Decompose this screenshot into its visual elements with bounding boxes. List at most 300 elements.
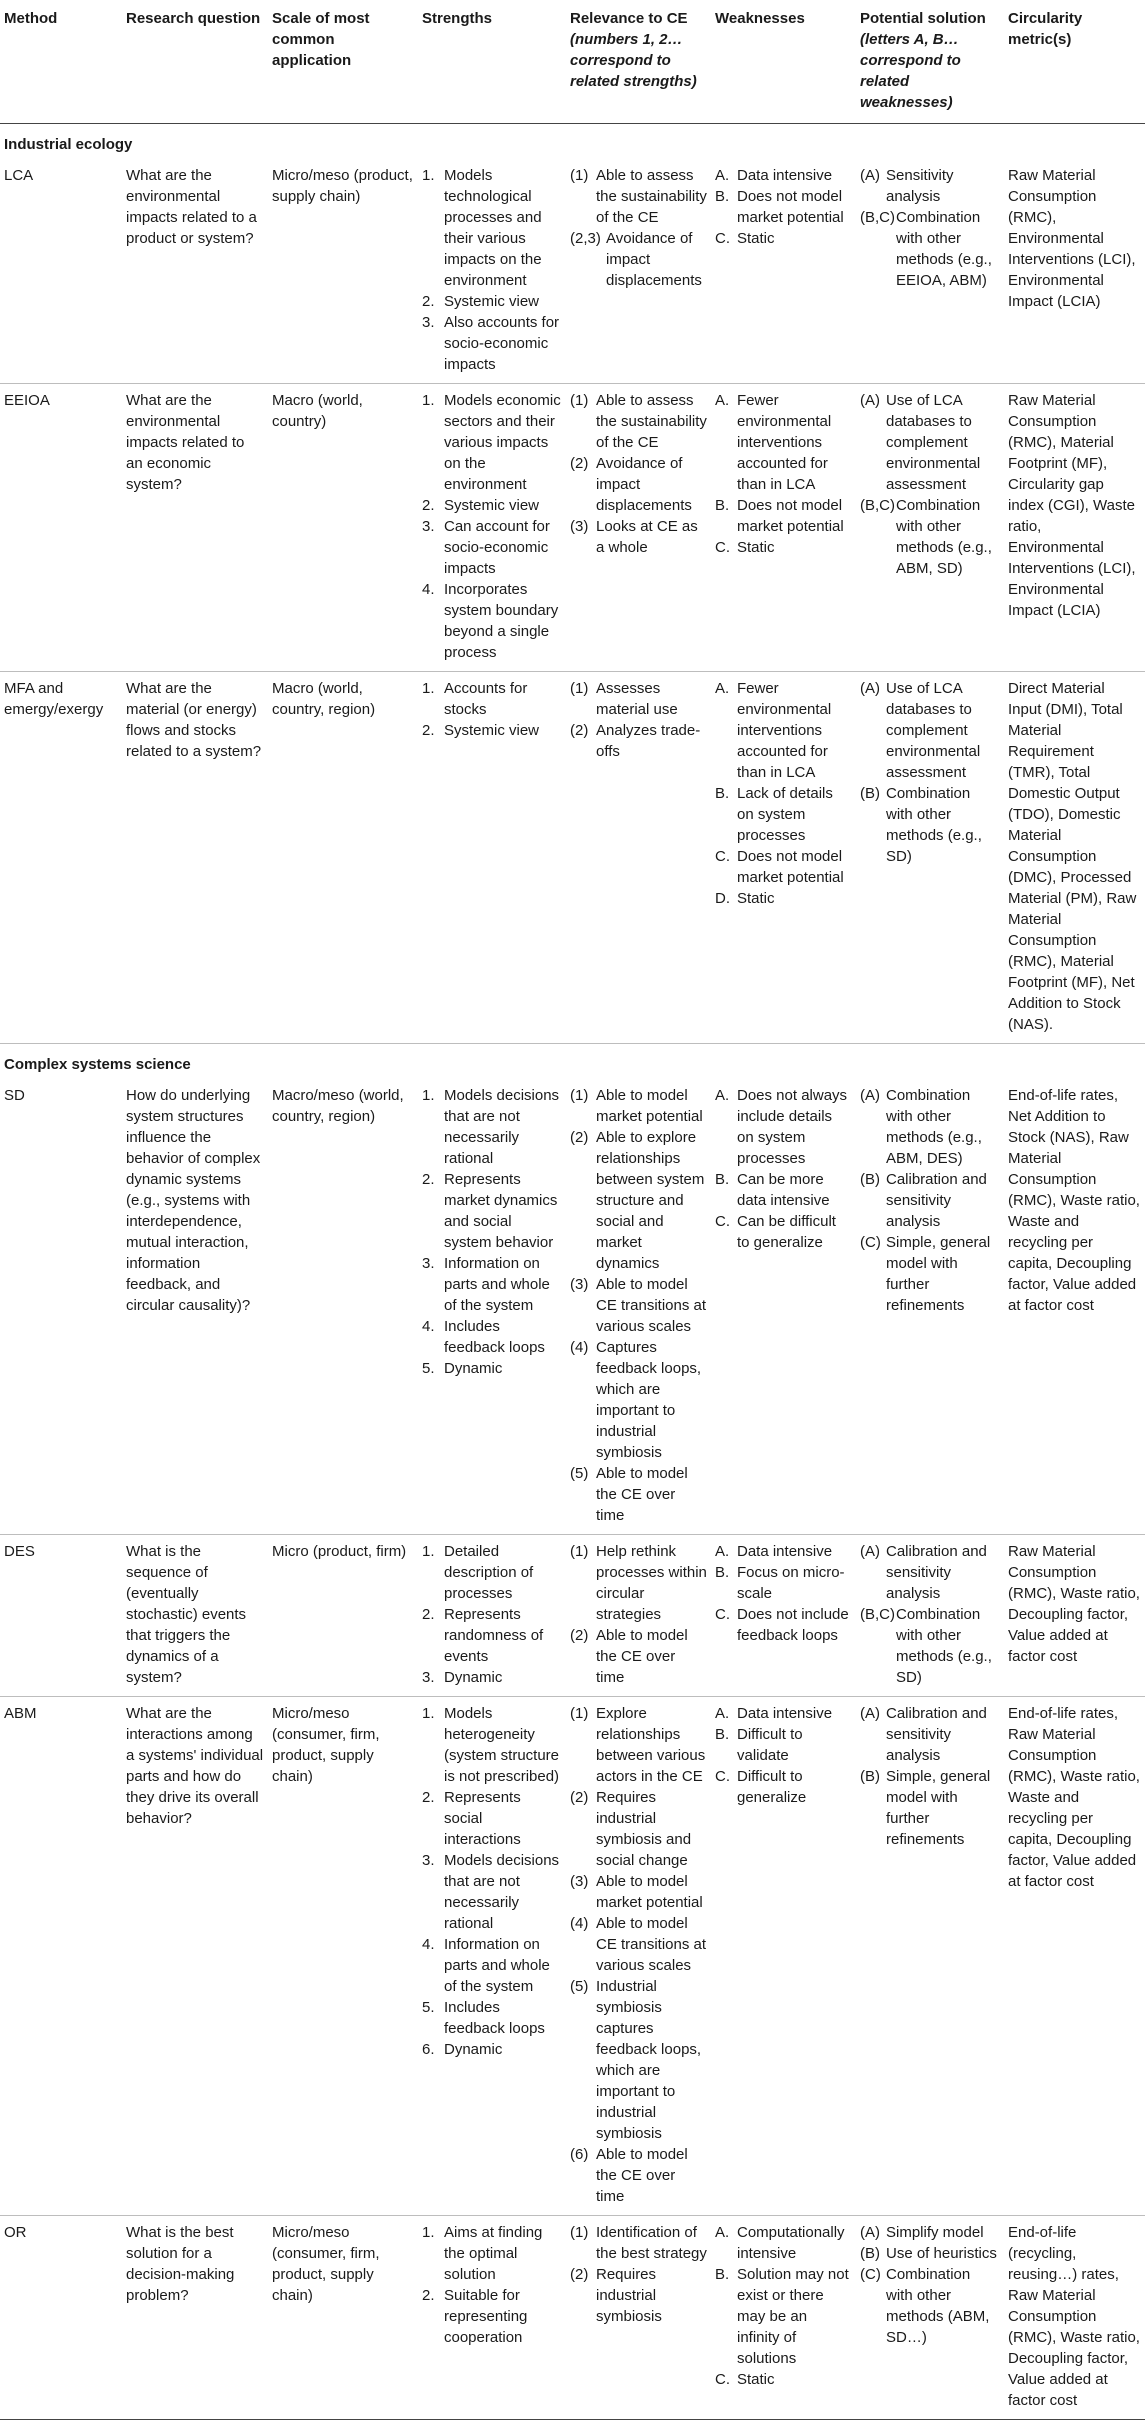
- cell-relevance: [566, 1697, 711, 2216]
- cell-weaknesses: [711, 384, 856, 672]
- list-item: [570, 165, 707, 228]
- list-marker: (6): [570, 2146, 589, 2163]
- list-item: [422, 678, 562, 720]
- list-marker: 1.: [422, 167, 435, 184]
- solutions-list: [860, 2222, 1000, 2348]
- list-marker: C.: [715, 1606, 730, 1623]
- list-text: Able to model the CE over time: [596, 2146, 688, 2205]
- cell-strengths: [418, 384, 566, 672]
- list-item: [422, 1604, 562, 1667]
- list-item: [422, 1085, 562, 1169]
- list-marker: (1): [570, 1087, 589, 1104]
- list-item: [422, 1703, 562, 1787]
- list-text: Dynamic: [444, 1360, 503, 1377]
- list-text: Simplify model: [886, 2224, 984, 2241]
- list-marker: (5): [570, 1978, 589, 1995]
- header-solution-title: Potential solution: [860, 10, 986, 27]
- list-text: Explore relationships between various actors in the CE: [596, 1705, 706, 1785]
- strengths-list: [422, 1541, 562, 1688]
- list-marker: (1): [570, 680, 589, 697]
- list-text: Systemic view: [444, 293, 540, 310]
- list-item: [860, 2222, 1000, 2243]
- list-marker: (2): [570, 1129, 589, 1146]
- list-text: Represents randomness of events: [444, 1606, 544, 1665]
- header-scale: Scale of most common application: [268, 8, 418, 124]
- cell-potential-solution: [856, 672, 1004, 1044]
- list-item: [860, 1604, 1000, 1688]
- strengths-list: [422, 1703, 562, 2060]
- solutions-list: [860, 678, 1000, 867]
- list-marker: (B): [860, 1768, 880, 1785]
- list-marker: (1): [570, 167, 589, 184]
- list-text: Models heterogeneity (system structure is not prescribed): [444, 1705, 560, 1785]
- list-text: Lack of details on system processes: [737, 785, 833, 844]
- list-marker: B.: [715, 2266, 730, 2283]
- list-text: Avoidance of impact displacements: [606, 230, 702, 289]
- list-text: Accounts for stocks: [444, 680, 528, 718]
- list-marker: A.: [715, 1087, 730, 1104]
- cell-potential-solution: [856, 384, 1004, 672]
- list-item: [570, 228, 707, 291]
- list-marker: (A): [860, 1543, 880, 1560]
- list-marker: 2.: [422, 1171, 435, 1188]
- list-text: Static: [737, 539, 775, 556]
- list-text: Models economic sectors and their various impacts on the environment: [444, 392, 561, 493]
- list-text: Combination with other methods (e.g., EEIOA, ABM): [896, 209, 992, 289]
- cell-method: EEIOA: [0, 384, 122, 672]
- list-text: Models decisions that are not necessarily rational: [444, 1852, 560, 1932]
- weaknesses-list: [715, 1541, 852, 1646]
- list-text: Dynamic: [444, 1669, 503, 1686]
- cell-scale: Macro (world, country, region): [268, 672, 418, 1044]
- list-marker: (2): [570, 722, 589, 739]
- list-text: Requires industrial symbiosis and social change: [596, 1789, 692, 1869]
- list-marker: (B,C): [860, 209, 895, 226]
- list-text: Static: [737, 890, 775, 907]
- list-item: [570, 678, 707, 720]
- list-text: Can be difficult to generalize: [737, 1213, 836, 1251]
- relevance-list: [570, 1541, 707, 1688]
- list-text: Data intensive: [737, 167, 833, 184]
- list-item: [570, 1913, 707, 1976]
- header-row: [0, 8, 1145, 124]
- list-text: Static: [737, 230, 775, 247]
- list-marker: 2.: [422, 293, 435, 310]
- list-item: [715, 228, 852, 249]
- list-marker: (C): [860, 1234, 881, 1251]
- list-text: Systemic view: [444, 722, 540, 739]
- solutions-list: [860, 1085, 1000, 1316]
- header-method: Method: [0, 8, 122, 124]
- list-marker: 4.: [422, 581, 435, 598]
- weaknesses-list: [715, 165, 852, 249]
- list-text: Simple, general model with further refinements: [886, 1768, 991, 1848]
- cell-research-question: What are the environmental impacts related to an economic system?: [122, 384, 268, 672]
- list-item: [570, 516, 707, 558]
- list-item: [715, 2369, 852, 2390]
- cell-relevance: [566, 1079, 711, 1535]
- header-relevance: [566, 8, 711, 124]
- list-text: Combination with other methods (e.g., ABM, DES): [886, 1087, 982, 1167]
- list-text: Avoidance of impact displacements: [596, 455, 692, 514]
- list-marker: (B): [860, 2245, 880, 2262]
- cell-relevance: [566, 384, 711, 672]
- table-row: [0, 1697, 1145, 2216]
- list-marker: B.: [715, 785, 730, 802]
- list-marker: B.: [715, 497, 730, 514]
- list-item: [860, 783, 1000, 867]
- list-item: [422, 1253, 562, 1316]
- cell-potential-solution: [856, 1535, 1004, 1697]
- table-row: [0, 1535, 1145, 1697]
- list-item: [715, 1211, 852, 1253]
- cell-circularity-metrics: End-of-life (recycling, reusing…) rates, Raw Material Consumption (RMC), Waste ratio, Decoupling factor, Value added at factor cost: [1004, 2216, 1145, 2420]
- weaknesses-list: [715, 1703, 852, 1808]
- list-text: Able to model the CE over time: [596, 1627, 688, 1686]
- cell-scale: Micro/meso (consumer, firm, product, supply chain): [268, 2216, 418, 2420]
- list-text: Use of heuristics: [886, 2245, 997, 2262]
- list-marker: (B): [860, 785, 880, 802]
- list-text: Simple, general model with further refinements: [886, 1234, 991, 1314]
- cell-potential-solution: [856, 1079, 1004, 1535]
- list-item: [860, 1766, 1000, 1850]
- list-text: Combination with other methods (ABM, SD…): [886, 2266, 990, 2346]
- table-row: [0, 384, 1145, 672]
- list-text: Information on parts and whole of the system: [444, 1255, 550, 1314]
- cell-strengths: [418, 2216, 566, 2420]
- list-marker: A.: [715, 680, 730, 697]
- list-marker: (1): [570, 1543, 589, 1560]
- weaknesses-list: [715, 390, 852, 558]
- list-marker: A.: [715, 1543, 730, 1560]
- list-text: Requires industrial symbiosis: [596, 2266, 662, 2325]
- list-item: [860, 2264, 1000, 2348]
- table-header: [0, 8, 1145, 124]
- list-text: Calibration and sensitivity analysis: [886, 1705, 987, 1764]
- cell-circularity-metrics: Direct Material Input (DMI), Total Material Requirement (TMR), Total Domestic Output (TDO), Domestic Material Consumption (DMC), Processed Material (PM), Raw Material Consumption (RMC), Material Footprint (MF), Net Addition to Stock (NAS).: [1004, 672, 1145, 1044]
- list-marker: (A): [860, 392, 880, 409]
- list-text: Models technological processes and their various impacts on the environment: [444, 167, 542, 289]
- list-item: [570, 390, 707, 453]
- list-item: [860, 495, 1000, 579]
- list-marker: 6.: [422, 2041, 435, 2058]
- list-marker: 3.: [422, 1255, 435, 1272]
- list-item: [422, 1850, 562, 1934]
- weaknesses-list: [715, 678, 852, 909]
- list-item: [422, 720, 562, 741]
- solutions-list: [860, 1541, 1000, 1688]
- list-text: Able to model the CE over time: [596, 1465, 688, 1524]
- table-body: [0, 124, 1145, 2420]
- cell-strengths: [418, 159, 566, 384]
- header-solution-note: (letters A, B… correspond to related weaknesses): [860, 31, 961, 111]
- list-text: Combination with other methods (e.g., SD): [886, 785, 982, 865]
- list-item: [422, 1997, 562, 2039]
- list-item: [715, 1169, 852, 1211]
- cell-weaknesses: [711, 1535, 856, 1697]
- list-item: [422, 1541, 562, 1604]
- cell-circularity-metrics: Raw Material Consumption (RMC), Environmental Interventions (LCI), Environmental Impact (LCIA): [1004, 159, 1145, 384]
- list-text: Help rethink processes within circular strategies: [596, 1543, 707, 1623]
- list-text: Does not model market potential: [737, 188, 844, 226]
- list-text: Systemic view: [444, 497, 540, 514]
- list-marker: C.: [715, 1768, 730, 1785]
- list-text: Computationally intensive: [737, 2224, 845, 2262]
- cell-scale: Macro (world, country): [268, 384, 418, 672]
- list-marker: 5.: [422, 1360, 435, 1377]
- list-marker: 2.: [422, 2287, 435, 2304]
- list-text: Sensitivity analysis: [886, 167, 954, 205]
- header-potential-solution: [856, 8, 1004, 124]
- list-item: [570, 1274, 707, 1337]
- list-marker: (4): [570, 1915, 589, 1932]
- list-item: [422, 291, 562, 312]
- list-item: [422, 495, 562, 516]
- list-item: [860, 1232, 1000, 1316]
- list-text: Able to model market potential: [596, 1873, 703, 1911]
- cell-potential-solution: [856, 1697, 1004, 2216]
- list-text: Represents market dynamics and social system behavior: [444, 1171, 558, 1251]
- strengths-list: [422, 390, 562, 663]
- header-relevance-note: (numbers 1, 2…correspond to related strengths): [570, 31, 697, 90]
- strengths-list: [422, 2222, 562, 2348]
- methods-comparison-table: [0, 8, 1145, 2420]
- section-row: [0, 124, 1145, 160]
- list-text: Looks at CE as a whole: [596, 518, 698, 556]
- list-text: Aims at finding the optimal solution: [444, 2224, 543, 2283]
- list-marker: D.: [715, 890, 730, 907]
- list-marker: (2): [570, 455, 589, 472]
- cell-strengths: [418, 1697, 566, 2216]
- list-item: [715, 1766, 852, 1808]
- list-item: [715, 186, 852, 228]
- weaknesses-list: [715, 2222, 852, 2390]
- header-relevance-title: Relevance to CE: [570, 10, 688, 27]
- list-item: [570, 453, 707, 516]
- table-row: [0, 672, 1145, 1044]
- list-item: [570, 1085, 707, 1127]
- list-item: [422, 1358, 562, 1379]
- cell-research-question: How do underlying system structures influence the behavior of complex dynamic systems (e.g., systems with interdependence, mutual interaction, information feedback, and circular causality)?: [122, 1079, 268, 1535]
- list-item: [570, 1787, 707, 1871]
- relevance-list: [570, 678, 707, 762]
- section-row: [0, 1044, 1145, 1080]
- solutions-list: [860, 390, 1000, 579]
- list-item: [570, 2222, 707, 2264]
- list-marker: 1.: [422, 2224, 435, 2241]
- list-marker: A.: [715, 2224, 730, 2241]
- list-item: [860, 1169, 1000, 1232]
- cell-scale: Macro/meso (world, country, region): [268, 1079, 418, 1535]
- cell-research-question: What is the sequence of (eventually stochastic) events that triggers the dynamics of a system?: [122, 1535, 268, 1697]
- list-text: Includes feedback loops: [444, 1318, 545, 1356]
- list-text: Captures feedback loops, which are important to industrial symbiosis: [596, 1339, 702, 1461]
- list-text: Incorporates system boundary beyond a single process: [444, 581, 559, 661]
- list-item: [860, 1703, 1000, 1766]
- list-item: [422, 579, 562, 663]
- cell-potential-solution: [856, 159, 1004, 384]
- strengths-list: [422, 1085, 562, 1379]
- list-marker: (C): [860, 2266, 881, 2283]
- list-text: Identification of the best strategy: [596, 2224, 707, 2262]
- list-item: [570, 1463, 707, 1526]
- list-marker: 3.: [422, 1852, 435, 1869]
- table-row: [0, 2216, 1145, 2420]
- cell-method: OR: [0, 2216, 122, 2420]
- list-text: Includes feedback loops: [444, 1999, 545, 2037]
- list-marker: C.: [715, 230, 730, 247]
- list-marker: 2.: [422, 497, 435, 514]
- list-marker: A.: [715, 1705, 730, 1722]
- list-marker: (2,3): [570, 230, 601, 247]
- list-marker: A.: [715, 167, 730, 184]
- list-item: [715, 678, 852, 783]
- list-text: Detailed description of processes: [444, 1543, 534, 1602]
- list-text: Combination with other methods (e.g., SD): [896, 1606, 992, 1686]
- cell-relevance: [566, 159, 711, 384]
- cell-method: LCA: [0, 159, 122, 384]
- relevance-list: [570, 1085, 707, 1526]
- list-item: [715, 165, 852, 186]
- list-item: [860, 207, 1000, 291]
- list-item: [570, 1625, 707, 1688]
- list-text: Does not always include details on system processes: [737, 1087, 848, 1167]
- cell-weaknesses: [711, 1697, 856, 2216]
- weaknesses-list: [715, 1085, 852, 1253]
- list-item: [422, 2039, 562, 2060]
- strengths-list: [422, 678, 562, 741]
- cell-scale: Micro (product, firm): [268, 1535, 418, 1697]
- list-text: Difficult to generalize: [737, 1768, 807, 1806]
- list-item: [715, 495, 852, 537]
- list-item: [860, 678, 1000, 783]
- list-item: [422, 2285, 562, 2348]
- cell-method: ABM: [0, 1697, 122, 2216]
- section-title: Complex systems science: [4, 1056, 191, 1073]
- list-text: Can be more data intensive: [737, 1171, 830, 1209]
- list-marker: (3): [570, 518, 589, 535]
- cell-strengths: [418, 1079, 566, 1535]
- cell-circularity-metrics: End-of-life rates, Net Addition to Stock (NAS), Raw Material Consumption (RMC), Waste ratio, Waste and recycling per capita, Decoupling factor, Value added at factor cost: [1004, 1079, 1145, 1535]
- list-marker: (B,C): [860, 1606, 895, 1623]
- list-marker: (3): [570, 1873, 589, 1890]
- list-text: Does not model market potential: [737, 497, 844, 535]
- list-marker: (2): [570, 1789, 589, 1806]
- list-text: Assesses material use: [596, 680, 678, 718]
- list-marker: (5): [570, 1465, 589, 1482]
- list-item: [422, 2222, 562, 2285]
- cell-method: MFA and emergy/exergy: [0, 672, 122, 1044]
- cell-scale: Micro/meso (product, supply chain): [268, 159, 418, 384]
- list-text: Dynamic: [444, 2041, 503, 2058]
- list-marker: (4): [570, 1339, 589, 1356]
- list-item: [715, 1541, 852, 1562]
- list-text: Combination with other methods (e.g., ABM, SD): [896, 497, 992, 577]
- list-item: [422, 516, 562, 579]
- list-item: [715, 1562, 852, 1604]
- list-text: Does not include feedback loops: [737, 1606, 849, 1644]
- list-text: Data intensive: [737, 1705, 833, 1722]
- list-marker: (3): [570, 1276, 589, 1293]
- cell-scale: Micro/meso (consumer, firm, product, supply chain): [268, 1697, 418, 2216]
- cell-circularity-metrics: Raw Material Consumption (RMC), Material Footprint (MF), Circularity gap index (CGI), Waste ratio, Environmental Interventions (LCI), Environmental Impact (LCIA): [1004, 384, 1145, 672]
- list-marker: 1.: [422, 1087, 435, 1104]
- list-marker: 2.: [422, 1789, 435, 1806]
- cell-relevance: [566, 672, 711, 1044]
- list-item: [860, 165, 1000, 207]
- cell-research-question: What is the best solution for a decision-making problem?: [122, 2216, 268, 2420]
- list-text: Difficult to validate: [737, 1726, 803, 1764]
- list-marker: C.: [715, 848, 730, 865]
- list-item: [715, 783, 852, 846]
- list-marker: (1): [570, 1705, 589, 1722]
- cell-weaknesses: [711, 159, 856, 384]
- list-text: Able to model market potential: [596, 1087, 703, 1125]
- solutions-list: [860, 1703, 1000, 1850]
- list-item: [715, 1085, 852, 1169]
- list-item: [860, 1541, 1000, 1604]
- list-marker: 3.: [422, 1669, 435, 1686]
- list-marker: 2.: [422, 722, 435, 739]
- list-item: [715, 1703, 852, 1724]
- relevance-list: [570, 1703, 707, 2207]
- cell-research-question: What are the interactions among a systems' individual parts and how do they drive its overall behavior?: [122, 1697, 268, 2216]
- list-marker: (A): [860, 1705, 880, 1722]
- list-text: Able to explore relationships between system structure and social and market dynamics: [596, 1129, 705, 1272]
- list-marker: (B): [860, 1171, 880, 1188]
- list-marker: 2.: [422, 1606, 435, 1623]
- list-marker: (2): [570, 1627, 589, 1644]
- header-research-question: Research question: [122, 8, 268, 124]
- list-marker: 4.: [422, 1936, 435, 1953]
- table-row: [0, 159, 1145, 384]
- cell-weaknesses: [711, 672, 856, 1044]
- list-marker: B.: [715, 188, 730, 205]
- list-marker: (B,C): [860, 497, 895, 514]
- list-item: [422, 165, 562, 291]
- list-item: [570, 2264, 707, 2327]
- cell-strengths: [418, 1535, 566, 1697]
- cell-strengths: [418, 672, 566, 1044]
- list-item: [715, 1724, 852, 1766]
- solutions-list: [860, 165, 1000, 291]
- cell-potential-solution: [856, 2216, 1004, 2420]
- list-item: [422, 390, 562, 495]
- cell-weaknesses: [711, 2216, 856, 2420]
- cell-circularity-metrics: Raw Material Consumption (RMC), Waste ratio, Decoupling factor, Value added at factor cost: [1004, 1535, 1145, 1697]
- section-title: Industrial ecology: [4, 136, 133, 153]
- list-item: [860, 1085, 1000, 1169]
- list-marker: 3.: [422, 518, 435, 535]
- list-text: Able to model CE transitions at various scales: [596, 1915, 707, 1974]
- list-marker: 1.: [422, 392, 435, 409]
- list-text: Information on parts and whole of the system: [444, 1936, 550, 1995]
- cell-method: SD: [0, 1079, 122, 1535]
- list-marker: C.: [715, 2371, 730, 2388]
- list-marker: (A): [860, 167, 880, 184]
- list-marker: B.: [715, 1726, 730, 1743]
- list-text: Able to assess the sustainability of the CE: [596, 167, 707, 226]
- list-text: Fewer environmental interventions accounted for than in LCA: [737, 392, 832, 493]
- list-text: Calibration and sensitivity analysis: [886, 1543, 987, 1602]
- list-marker: C.: [715, 1213, 730, 1230]
- strengths-list: [422, 165, 562, 375]
- list-item: [860, 2243, 1000, 2264]
- list-item: [860, 390, 1000, 495]
- list-item: [715, 846, 852, 888]
- list-item: [570, 1541, 707, 1625]
- list-item: [715, 537, 852, 558]
